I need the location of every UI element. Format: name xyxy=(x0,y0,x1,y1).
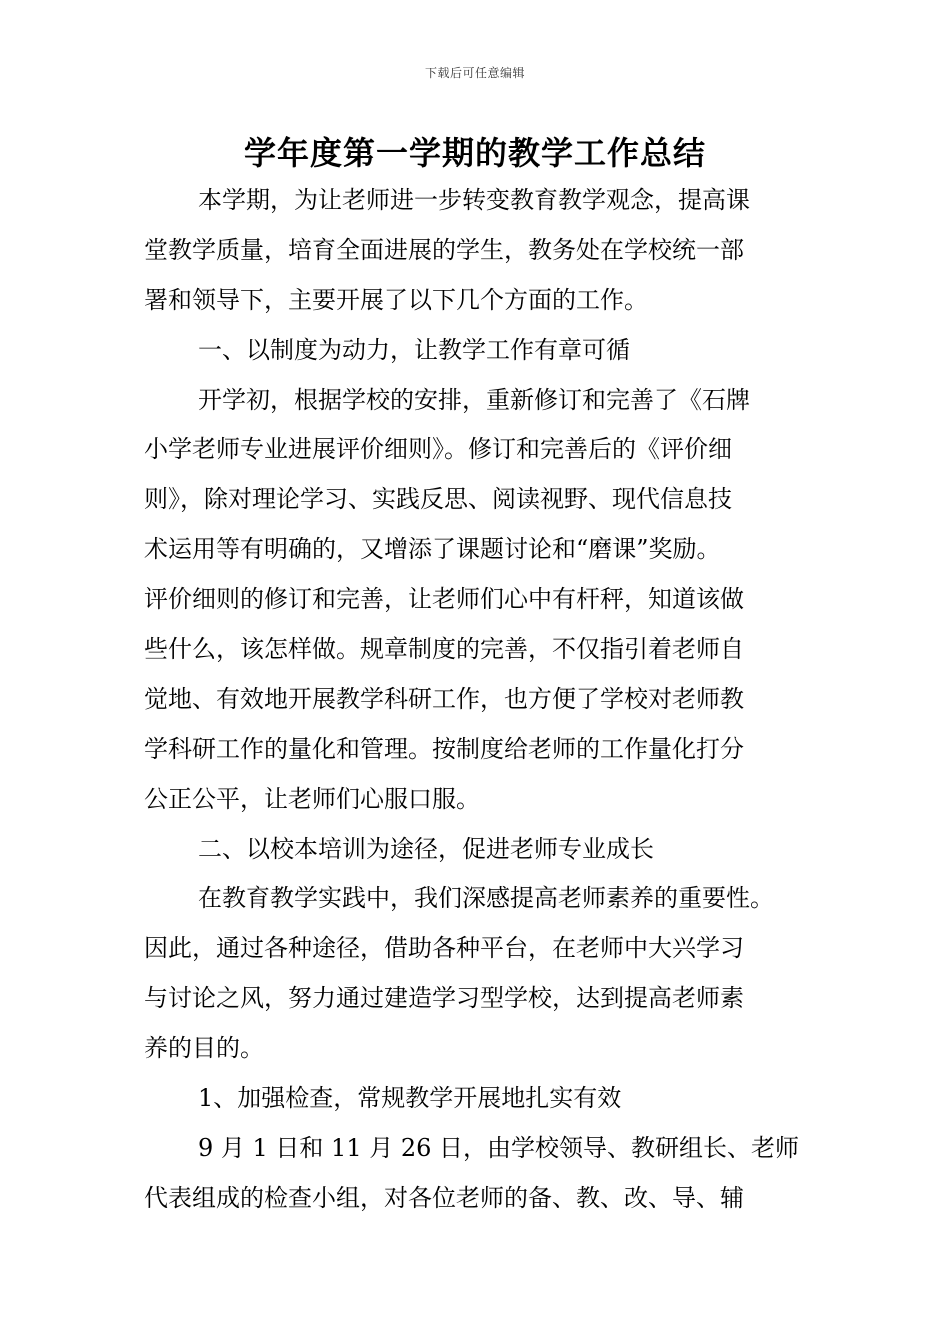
body-text-line: 署和领导下，主要开展了以下几个方面的工作。 xyxy=(144,285,648,314)
body-text-line: 二、以校本培训为途径，促进老师专业成长 xyxy=(198,834,654,863)
body-text-line: 学科研工作的量化和管理。按制度给老师的工作量化打分 xyxy=(144,734,744,763)
body-text-line: 评价细则的修订和完善，让老师们心中有杆秤，知道该做 xyxy=(144,585,744,614)
body-text-line: 则》，除对理论学习、实践反思、阅读视野、现代信息技 xyxy=(144,485,732,514)
body-text-line: 1、加强检查，常规教学开展地扎实有效 xyxy=(198,1084,622,1113)
body-text-line: 术运用等有明确的，又增添了课题讨论和“磨课”奖励。 xyxy=(144,535,721,564)
body-text-line: 些什么，该怎样做。规章制度的完善，不仅指引着老师自 xyxy=(144,635,744,664)
body-text-line: 在教育教学实践中，我们深感提高老师素养的重要性。 xyxy=(198,884,774,913)
body-text-line: 养的目的。 xyxy=(144,1034,264,1063)
body-text-line: 因此，通过各种途径，借助各种平台，在老师中大兴学习 xyxy=(144,934,744,963)
body-text-line: 开学初，根据学校的安排，重新修订和完善了《石牌 xyxy=(198,385,750,414)
body-text-line: 代表组成的检查小组，对各位老师的备、教、改、导、辅 xyxy=(144,1183,744,1212)
body-text-line: 公正公平，让老师们心服口服。 xyxy=(144,784,480,813)
body-text-line: 本学期，为让老师进一步转变教育教学观念，提高课 xyxy=(198,186,750,214)
body-text-line: 一、以制度为动力，让教学工作有章可循 xyxy=(198,335,630,364)
header-note: 下载后可任意编辑 xyxy=(424,66,525,80)
body-text-line: 9 月 1 日和 11 月 26 日，由学校领导、教研组长、老师 xyxy=(198,1133,800,1162)
document-title: 学年度第一学期的教学工作总结 xyxy=(243,134,706,172)
body-text-line: 小学老师专业进展评价细则》。修订和完善后的《评价细 xyxy=(144,435,732,464)
body-text-line: 与讨论之风，努力通过建造学习型学校，达到提高老师素 xyxy=(144,984,744,1013)
body-text-line: 堂教学质量，培育全面进展的学生，教务处在学校统一部 xyxy=(144,235,744,264)
document-body xyxy=(144,176,814,1224)
body-text-line: 觉地、有效地开展教学科研工作，也方便了学校对老师教 xyxy=(144,684,744,713)
